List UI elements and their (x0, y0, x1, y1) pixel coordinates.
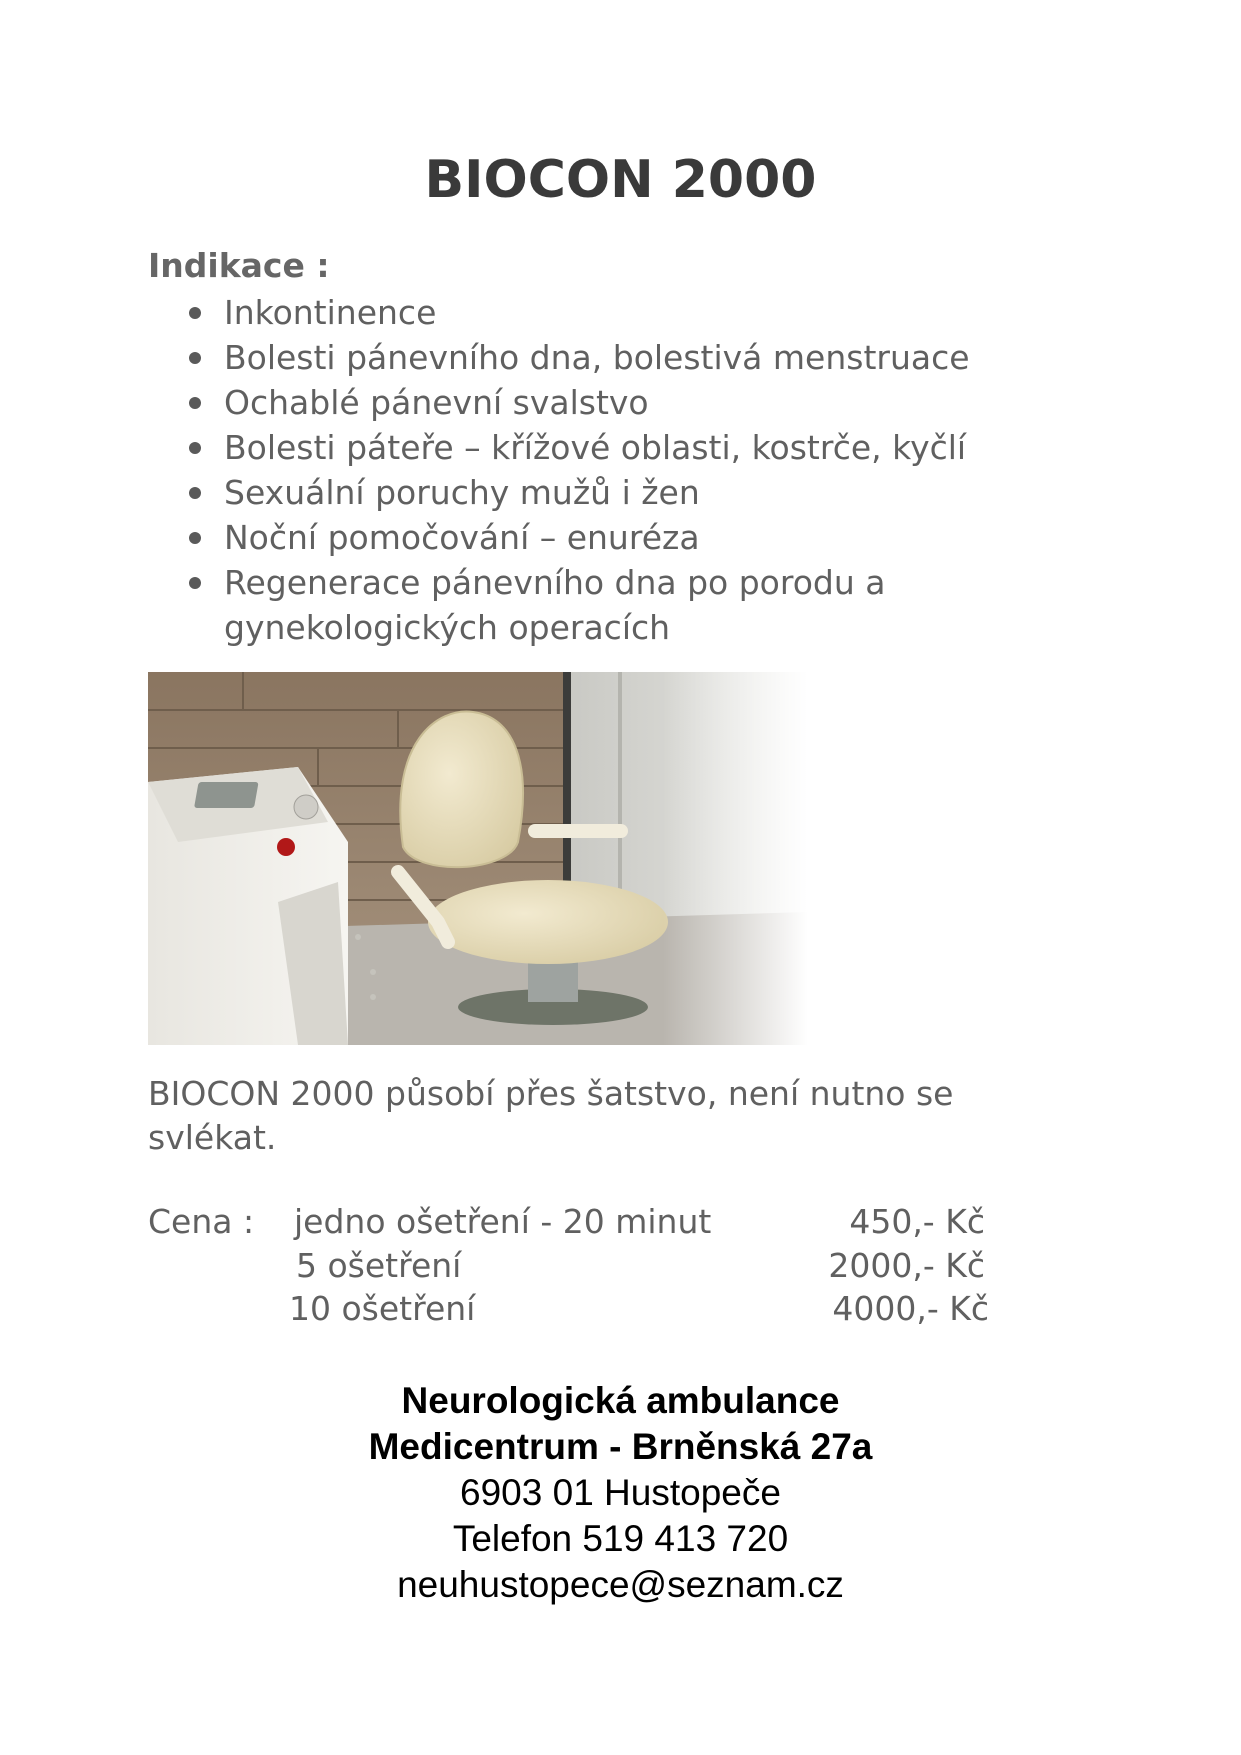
list-item (148, 335, 1028, 380)
page-title: BIOCON 2000 (424, 150, 817, 210)
list-item-text: Ochablé pánevní svalstvo (224, 383, 649, 422)
bullet-icon (189, 397, 201, 409)
list-item (148, 425, 1028, 470)
list-item-text: Noční pomočování – enuréza (224, 518, 700, 557)
price-description: 10 ošetření (289, 1289, 476, 1328)
clinic-address: Medicentrum - Brněnská 27a (368, 1426, 873, 1467)
contact-block (0, 1378, 1241, 1608)
list-item-text: Regenerace pánevního dna po porodu a gynekologických operacích (224, 563, 886, 647)
bullet-icon (189, 577, 201, 589)
bullet-icon (189, 307, 201, 319)
device-photo (148, 672, 808, 1045)
bullet-icon (189, 442, 201, 454)
clinic-email[interactable]: neuhustopece@seznam.cz (397, 1564, 844, 1605)
bullet-icon (189, 487, 201, 499)
clinic-city: 6903 01 Hustopeče (460, 1472, 781, 1513)
indications-heading: Indikace : (148, 246, 330, 285)
price-amount: 2000,- Kč (828, 1246, 985, 1285)
list-item-text: Sexuální poruchy mužů i žen (224, 473, 700, 512)
list-item-text: Bolesti pánevního dna, bolestivá menstruace (224, 338, 970, 377)
price-description: jedno ošetření - 20 minut (294, 1202, 712, 1241)
price-row (0, 1202, 1241, 1246)
list-item-text: Inkontinence (224, 293, 437, 332)
list-item (148, 560, 1028, 650)
price-row (0, 1246, 1241, 1290)
list-item (148, 515, 1028, 560)
price-description: 5 ošetření (296, 1246, 462, 1285)
list-item (148, 470, 1028, 515)
bullet-icon (189, 352, 201, 364)
price-row (0, 1289, 1241, 1333)
clinic-phone: Telefon 519 413 720 (452, 1518, 789, 1559)
price-amount: 4000,- Kč (832, 1289, 989, 1328)
list-item (148, 380, 1028, 425)
indications-list (148, 290, 1028, 650)
price-label: Cena : (148, 1202, 255, 1241)
list-item (148, 290, 1028, 335)
note-text: BIOCON 2000 působí přes šatstvo, není nutno se svlékat. (148, 1074, 954, 1157)
bullet-icon (189, 532, 201, 544)
list-item-text: Bolesti páteře – křížové oblasti, kostrče, kyčlí (224, 428, 967, 467)
price-amount: 450,- Kč (849, 1202, 985, 1241)
clinic-name: Neurologická ambulance (401, 1380, 840, 1421)
